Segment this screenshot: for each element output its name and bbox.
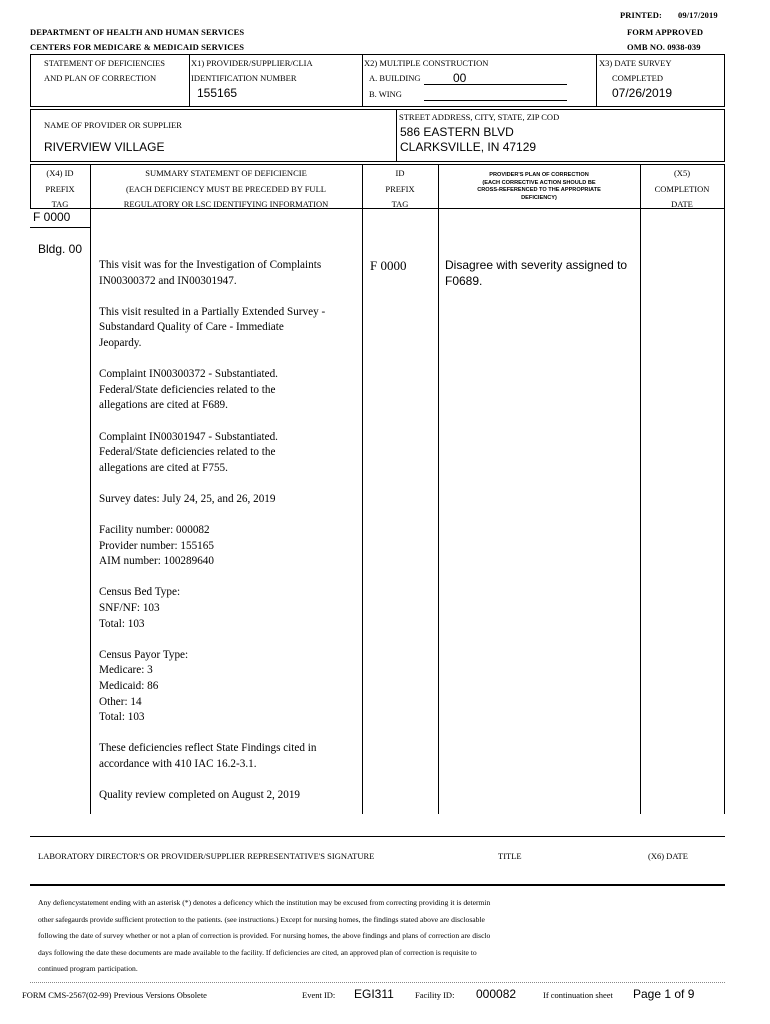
paragraph — [99, 585, 361, 632]
id-header-line2: PREFIX — [385, 183, 415, 194]
page-number: Page 1 of 9 — [633, 987, 695, 1001]
form-number: FORM CMS-2567(02-99) Previous Versions Obsolete — [22, 990, 207, 1000]
id-prefix-tag: F 0000 — [370, 258, 407, 273]
building-tag: Bldg. 00 — [38, 242, 83, 256]
text-line: Complaint IN00300372 - Substantiated. — [99, 368, 278, 381]
id-header-line3: TAG — [391, 199, 409, 209]
provider-bottom-border — [30, 161, 725, 162]
signature-top-border — [30, 836, 725, 837]
completed-date: 07/26/2019 — [612, 86, 673, 100]
x4-header-line1: (X4) ID — [46, 168, 74, 178]
text-line: allegations are cited at F689. — [99, 399, 228, 412]
paragraph — [99, 492, 361, 508]
text-line: Facility number: 000082 — [99, 524, 210, 537]
plan-header-line1: PROVIDER'S PLAN OF CORRECTION — [489, 172, 589, 178]
plan-header-line3: CROSS-REFERENCED TO THE APPROPRIATE — [477, 187, 601, 193]
summary-header-line1: SUMMARY STATEMENT OF DEFICIENCIE — [145, 168, 307, 178]
provider-divider — [396, 109, 397, 162]
text-line: Complaint IN00301947 - Substantiated. — [99, 430, 278, 443]
col-divider-plan — [640, 164, 641, 814]
footer-rule — [30, 982, 725, 983]
provider-right-border — [724, 109, 725, 162]
disclaimer — [38, 895, 728, 978]
text-line: Medicaid: 86 — [99, 680, 159, 693]
building-value: 00 — [453, 71, 467, 85]
provider-top-border — [30, 109, 725, 110]
statement-label-2: AND PLAN OF CORRECTION — [44, 73, 157, 83]
disclaimer-line: other safegaurds provide sufficient protection to the patients. (see instructions.) Except for nursing homes, the findings stated above are disclosable — [38, 914, 485, 924]
provider-name-label: NAME OF PROVIDER OR SUPPLIER — [44, 120, 182, 130]
text-line: This visit was for the Investigation of Complaints — [99, 259, 322, 271]
department-title: DEPARTMENT OF HEALTH AND HUMAN SERVICES — [30, 27, 245, 37]
plan-of-correction — [445, 258, 627, 289]
x5-header-line2: COMPLETION — [654, 183, 710, 194]
col-divider-summary — [362, 164, 363, 814]
text-line: Federal/State deficiencies related to the — [99, 446, 276, 459]
address-label: STREET ADDRESS, CITY, STATE, ZIP COD — [399, 112, 560, 122]
x5-header-line3: DATE — [671, 199, 693, 209]
street-address: 586 EASTERN BLVD — [400, 125, 514, 139]
centers-title: CENTERS FOR MEDICARE & MEDICAID SERVICES — [30, 42, 245, 52]
building-underline — [424, 84, 567, 85]
completed-label: COMPLETED — [612, 73, 663, 83]
paragraph — [99, 523, 361, 570]
printed-date: 09/17/2019 — [678, 10, 718, 20]
paragraph — [99, 258, 361, 289]
disclaimer-line: Any defiencystatement ending with an asterisk (*) denotes a deficency which the institution may be excused from correcting providing it is determin — [38, 898, 491, 907]
x2-label: X2) MULTIPLE CONSTRUCTION — [364, 58, 489, 68]
text-line: Census Bed Type: — [99, 586, 181, 599]
col-border-right — [724, 164, 725, 814]
disclaimer-line: following the date of survey whether or not a plan of correction is provided. For nursing homes, the above findings and plans of correction are disclo — [38, 931, 491, 941]
continuation-label: If continuation sheet — [543, 990, 613, 1000]
facility-id-label: Facility ID: — [415, 990, 455, 1000]
text-line: SNF/NF: 103 — [99, 602, 160, 615]
box1-divider-2 — [362, 54, 363, 107]
columns-top-border — [30, 164, 725, 165]
x1-label-2: IDENTIFICATION NUMBER — [191, 73, 297, 83]
x1-label-1: X1) PROVIDER/SUPPLIER/CLIA — [191, 58, 313, 68]
summary-statement — [99, 258, 361, 819]
text-line: This visit resulted in a Partially Extended Survey - — [99, 305, 326, 318]
box1-divider-1 — [189, 54, 190, 107]
text-line: Federal/State deficiencies related to the — [99, 383, 276, 396]
box1-bottom-border — [30, 106, 725, 107]
form-approved: FORM APPROVED — [627, 27, 704, 37]
summary-header — [90, 166, 362, 213]
text-line: Total: 103 — [99, 617, 145, 630]
paragraph — [99, 305, 361, 352]
paragraph — [99, 430, 361, 477]
plan-header-line2: (EACH CORRECTIVE ACTION SHOULD BE — [482, 179, 596, 186]
city-state-zip: CLARKSVILLE, IN 47129 — [400, 140, 537, 154]
box1-right-border — [724, 54, 725, 107]
col-divider-prefix — [90, 164, 91, 814]
text-line: Quality review completed on August 2, 2019 — [99, 789, 301, 802]
x4-header-line2: PREFIX — [45, 183, 75, 194]
provider-left-border — [30, 109, 31, 162]
statement-label-1: STATEMENT OF DEFICIENCIES — [44, 58, 166, 68]
text-line: accordance with 410 IAC 16.2-3.1. — [99, 758, 257, 770]
x5-header-line1: (X5) — [673, 168, 691, 178]
paragraph — [99, 367, 361, 414]
id-prefix-header — [362, 166, 438, 213]
text-line: Other: 14 — [99, 695, 142, 708]
text-line: Census Payor Type: — [99, 648, 189, 661]
text-line: AIM number: 100289640 — [99, 555, 214, 568]
text-line: These deficiencies reflect State Findings cited in — [99, 742, 317, 755]
box1-left-border — [30, 54, 31, 107]
signature-label: LABORATORY DIRECTOR'S OR PROVIDER/SUPPLIER REPRESENTATIVE'S SIGNATURE — [38, 851, 375, 861]
text-line: Provider number: 155165 — [99, 539, 214, 552]
plan-header — [438, 172, 640, 202]
text-line: Total: 103 — [99, 711, 145, 724]
event-id-value: EGI311 — [354, 987, 394, 1001]
text-line: allegations are cited at F755. — [99, 461, 228, 474]
summary-header-line3: REGULATORY OR LSC IDENTIFYING INFORMATION — [123, 199, 329, 209]
left-prefix-tag: F 0000 — [33, 210, 71, 224]
disclaimer-line: days following the date these documents are made available to the facility. If deficiencies are cited, an approved plan of correction is requisite to — [38, 947, 477, 957]
plan-header-line4: DEFICIENCY) — [521, 194, 557, 201]
plan-line-1: Disagree with severity assigned to — [445, 258, 628, 272]
left-tag-underline — [30, 227, 90, 228]
date-label: (X6) DATE — [648, 851, 688, 861]
x5-header — [640, 166, 724, 213]
id-header-line1: ID — [395, 168, 405, 178]
plan-line-2: F0689. — [445, 273, 483, 288]
signature-bottom-border — [30, 884, 725, 886]
box1-divider-3 — [596, 54, 597, 107]
text-line: Survey dates: July 24, 25, and 26, 2019 — [99, 492, 276, 505]
paragraph — [99, 741, 361, 772]
printed-label: PRINTED: — [620, 10, 662, 20]
wing-label: B. WING — [369, 89, 402, 99]
text-line: IN00300372 and IN00301947. — [99, 274, 237, 287]
provider-id-number: 155165 — [197, 86, 238, 100]
disclaimer-line: continued program participation. — [38, 964, 138, 974]
box1-top-border — [30, 54, 725, 55]
col-divider-id — [438, 164, 439, 814]
building-label: A. BUILDING — [369, 73, 421, 83]
omb-number: OMB NO. 0938-039 — [627, 42, 701, 52]
summary-header-line2: (EACH DEFICIENCY MUST BE PRECEDED BY FULL — [126, 183, 326, 194]
x4-header — [30, 166, 90, 213]
paragraph — [99, 788, 361, 804]
x4-header-line3: TAG — [51, 199, 69, 209]
provider-name: RIVERVIEW VILLAGE — [44, 140, 165, 154]
text-line: Jeopardy. — [99, 336, 142, 349]
title-label: TITLE — [498, 851, 522, 861]
event-id-label: Event ID: — [302, 990, 336, 1000]
x3-label: X3) DATE SURVEY — [599, 58, 672, 68]
wing-underline — [424, 100, 567, 101]
text-line: Medicare: 3 — [99, 664, 153, 677]
paragraph — [99, 648, 361, 726]
text-line: Substandard Quality of Care - Immediate — [99, 321, 284, 334]
facility-id-value: 000082 — [476, 987, 517, 1001]
